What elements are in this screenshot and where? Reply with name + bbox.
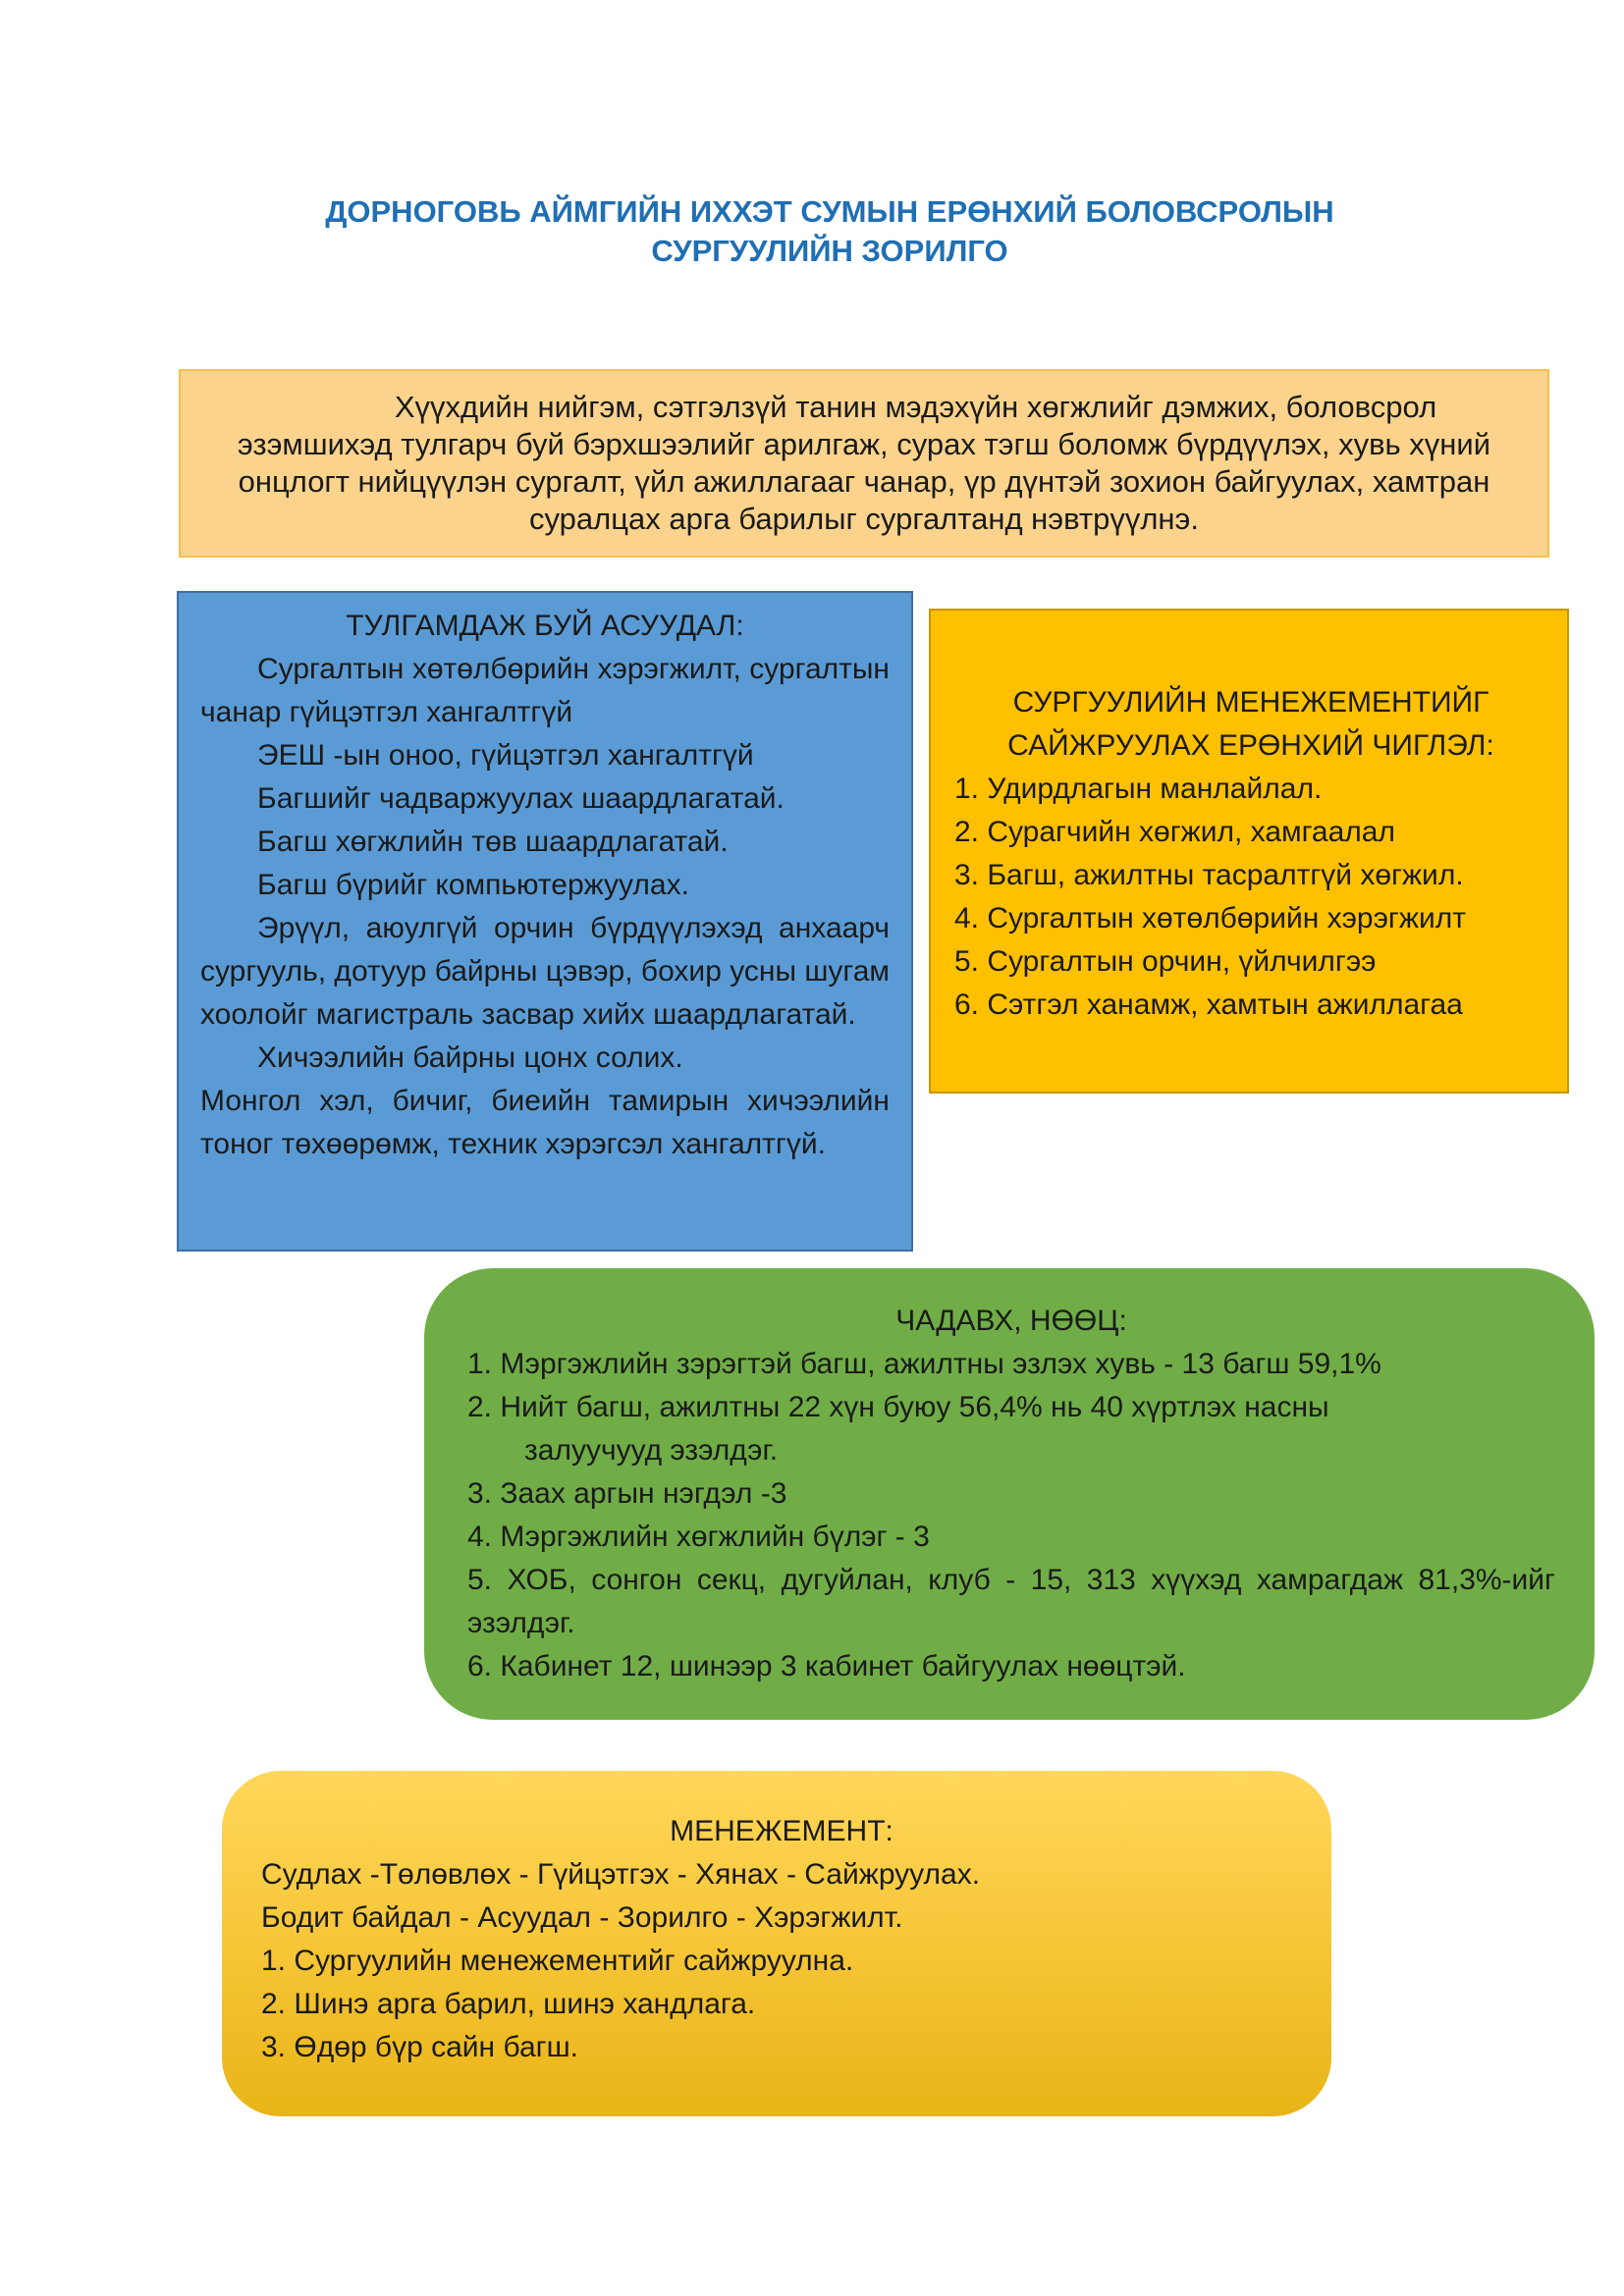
direction-item: 1. Удирдлагын манлайлал.	[954, 773, 1323, 805]
direction-item: 4. Сургалтын хөтөлбөрийн хэрэгжилт	[954, 902, 1466, 934]
resource-item-continued: залуучууд эзэлдэг.	[524, 1434, 779, 1467]
direction-item: 2. Сурагчийн хөгжил, хамгаалал	[954, 816, 1395, 848]
management-item: 1. Сургуулийн менежементийг сайжруулна.	[261, 1945, 854, 1977]
direction-box	[929, 609, 1569, 1094]
management-item: 2. Шинэ арга барил, шинэ хандлага.	[261, 1988, 756, 2020]
problems-heading: ТУЛГАМДАЖ БУЙ АСУУДАЛ:	[346, 610, 744, 642]
direction-item: 3. Багш, ажилтны тасралтгүй хөгжил.	[954, 859, 1464, 891]
problem-item: Хичээлийн байрны цонх солих.	[257, 1041, 683, 1074]
resources-heading: ЧАДАВХ, НӨӨЦ:	[895, 1305, 1127, 1337]
page-title	[236, 192, 1424, 271]
resources-box	[424, 1268, 1595, 1720]
resource-item: 6. Кабинет 12, шинээр 3 кабинет байгуулах нөөцтэй.	[467, 1650, 1186, 1682]
problem-item: Эрүүл, аюулгүй орчин бүрдүүлэхэд анхаарч сургууль, дотуур байрны цэвэр, бохир усны шугам хоолойг магистраль засвар хийх шаардлагатай.	[200, 912, 890, 1031]
management-item: Бодит байдал - Асуудал - Зорилго - Хэрэгжилт.	[261, 1901, 903, 1934]
resource-item: 5. ХОБ, сонгон секц, дугуйлан, клуб - 15, 313 хүүхэд хамрагдаж 81,3%-ийг эзэлдэг.	[467, 1564, 1555, 1639]
management-box	[222, 1771, 1331, 2116]
direction-item: 6. Сэтгэл ханамж, хамтын ажиллагаа	[954, 988, 1463, 1021]
direction-item: 5. Сургалтын орчин, үйлчилгээ	[954, 945, 1377, 978]
title-line-2: СУРГУУЛИЙН ЗОРИЛГО	[651, 234, 1008, 268]
problem-item: Багшийг чадваржуулах шаардлагатай.	[257, 782, 785, 815]
management-item: 3. Өдөр бүр сайн багш.	[261, 2031, 578, 2063]
problem-item: Сургалтын хөтөлбөрийн хэрэгжилт, сургалтын чанар гүйцэтгэл хангалтгүй	[200, 653, 890, 728]
resource-item: 3. Заах аргын нэгдэл -3	[467, 1477, 787, 1510]
resource-item: 4. Мэргэжлийн хөгжлийн бүлэг - 3	[467, 1521, 930, 1553]
goal-box	[179, 369, 1549, 558]
management-item: Судлах -Төлөвлөх - Гүйцэтгэх - Хянах - Сайжруулах.	[261, 1858, 981, 1891]
resource-item: 1. Мэргэжлийн зэрэгтэй багш, ажилтны эзлэх хувь - 13 багш 59,1%	[467, 1348, 1381, 1380]
goal-text: Хүүхдийн нийгэм, сэтгэлзүй танин мэдэхүйн хөгжлийг дэмжих, боловсрол эзэмшихэд тулгарч буй бэрхшээлийг арилгаж, сурах тэгш боломж бүрдүүлэх, хувь хүний онцлогт нийцүүлэн сургалт, үйл ажиллагааг чанар, үр дүнтэй зохион байгуулах, хамтран суралцах арга барилыг сургалтанд нэвтрүүлнэ.	[237, 390, 1491, 536]
problem-item: Багш хөгжлийн төв шаардлагатай.	[257, 826, 729, 858]
title-line-1: ДОРНОГОВЬ АЙМГИЙН ИХХЭТ СУМЫН ЕРӨНХИЙ БОЛОВСРОЛЫН	[325, 194, 1334, 229]
problem-item: Монгол хэл, бичиг, биеийн тамирын хичээлийн тоног төхөөрөмж, техник хэрэгсэл хангалтгүй.	[200, 1085, 890, 1160]
management-heading: МЕНЕЖЕМЕНТ:	[670, 1815, 893, 1847]
problem-item: ЭЕШ -ын оноо, гүйцэтгэл хангалтгүй	[257, 739, 754, 772]
direction-heading-line-1: СУРГУУЛИЙН МЕНЕЖЕМЕНТИЙГ	[1012, 686, 1489, 719]
problems-box	[177, 591, 913, 1252]
resource-item: 2. Нийт багш, ажилтны 22 хүн буюу 56,4% нь 40 хүртлэх насны	[467, 1391, 1329, 1423]
problem-item: Багш бүрийг компьютержуулах.	[257, 869, 689, 901]
direction-heading-line-2: САЙЖРУУЛАХ ЕРӨНХИЙ ЧИГЛЭЛ:	[1007, 729, 1494, 762]
